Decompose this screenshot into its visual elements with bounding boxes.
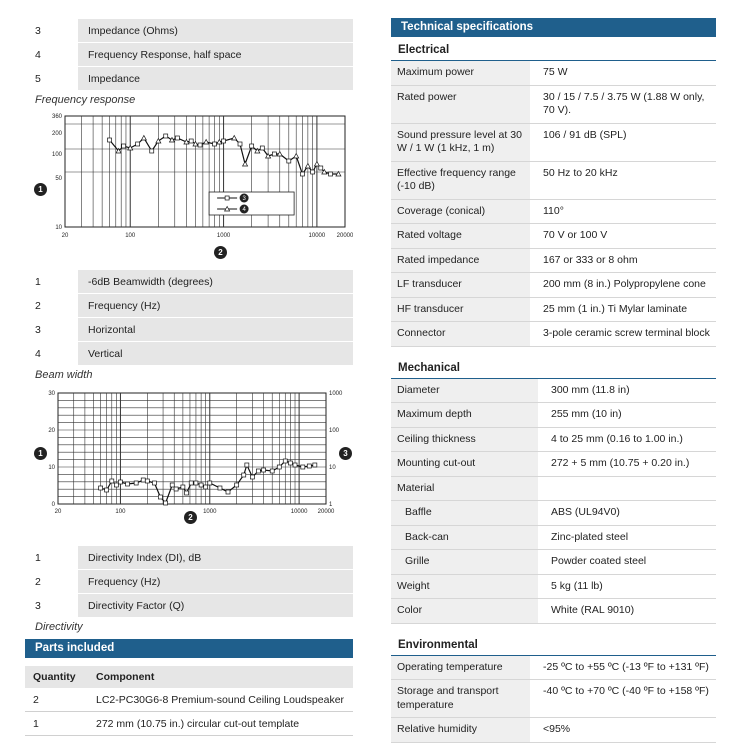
- legend-table-beamwidth: [25, 270, 353, 366]
- spec-value: 5 kg (11 lb): [538, 574, 716, 599]
- legend-row: [25, 342, 353, 366]
- legend-text: Directivity Index (DI), dB: [78, 546, 353, 570]
- legend-marker-label: 3: [242, 196, 246, 202]
- spec-key: Rated voltage: [391, 224, 530, 249]
- spec-key: Mounting cut-out: [391, 452, 538, 477]
- parts-quantity: 1: [25, 712, 88, 736]
- curve-point: [99, 486, 103, 490]
- curve-point-square: [319, 166, 323, 170]
- curve-point-square: [272, 152, 276, 156]
- curve-point: [114, 483, 118, 487]
- spec-row: [391, 161, 716, 199]
- spec-row: [391, 297, 716, 322]
- curve-point: [313, 463, 317, 467]
- x-tick-label: 20000: [317, 509, 335, 515]
- spec-value: White (RAL 9010): [538, 599, 716, 624]
- spec-row: [391, 452, 716, 477]
- curve-point: [250, 475, 254, 479]
- curve-point-square: [213, 142, 217, 146]
- legend-number: 1: [25, 270, 78, 294]
- curve-point: [307, 464, 311, 468]
- x-tick-label: 20: [54, 509, 62, 515]
- marker-1-yaxis: 1: [34, 183, 47, 196]
- curve-point-square: [150, 149, 154, 153]
- spec-key: Diameter: [391, 379, 538, 403]
- curve-point: [208, 481, 212, 485]
- spec-value: 272 + 5 mm (10.75 + 0.20 in.): [538, 452, 716, 477]
- curve-point: [118, 480, 122, 484]
- curve-point: [174, 487, 178, 491]
- parts-component: LC2-PC30G6-8 Premium-sound Ceiling Loudspeaker: [88, 688, 353, 712]
- y-tick-label: 360: [51, 114, 62, 120]
- curve-point-square: [300, 172, 304, 176]
- spec-value: ABS (UL94V0): [538, 501, 716, 526]
- curve-point: [245, 463, 249, 467]
- x-tick-label: 10000: [308, 233, 326, 239]
- spec-value: [538, 476, 716, 501]
- spec-value: Powder coated steel: [538, 550, 716, 575]
- plot-frame: [58, 393, 326, 504]
- mechanical-table: [391, 379, 716, 624]
- spec-key: Back-can: [391, 525, 538, 550]
- plot-frame: [65, 116, 345, 227]
- spec-row: [391, 379, 716, 403]
- parts-row: [25, 712, 353, 736]
- y-tick-label: 10: [55, 225, 62, 231]
- col-quantity: Quantity: [25, 666, 88, 688]
- spec-value: 75 W: [530, 61, 716, 85]
- mechanical-heading: Mechanical: [391, 355, 716, 379]
- curve-point: [270, 469, 274, 473]
- spec-value: 70 V or 100 V: [530, 224, 716, 249]
- curve-point: [262, 468, 266, 472]
- curve-point: [226, 490, 230, 494]
- spec-row: [391, 476, 716, 501]
- x-tick-label: 100: [125, 233, 136, 239]
- parts-included-section: [25, 639, 353, 736]
- legend-table-directivity: [25, 546, 353, 618]
- left-column: [25, 0, 353, 736]
- marker-3-right-axis: 3: [339, 447, 352, 460]
- curve-point: [283, 459, 287, 463]
- curve-point-square: [260, 146, 264, 150]
- legend-text: Frequency (Hz): [78, 294, 353, 318]
- spec-value: 25 mm (1 in.) Ti Mylar laminate: [530, 297, 716, 322]
- curve-point: [185, 491, 189, 495]
- spec-row: [391, 574, 716, 599]
- curve-point: [218, 486, 222, 490]
- spec-row: [391, 322, 716, 347]
- curve-point: [189, 481, 193, 485]
- curve-point: [288, 461, 292, 465]
- legend-number: 5: [25, 67, 78, 91]
- curve-point: [110, 479, 114, 483]
- right-column: [391, 18, 716, 743]
- legend-number: 1: [25, 546, 78, 570]
- curve-point-square: [189, 139, 193, 143]
- y-tick-label: 200: [51, 131, 62, 137]
- legend-row: [25, 294, 353, 318]
- curve-point: [158, 495, 162, 499]
- parts-quantity: 2: [25, 688, 88, 712]
- spec-row: [391, 403, 716, 428]
- environmental-table: [391, 656, 716, 743]
- caption-beam-width: Beam width: [35, 369, 93, 381]
- legend-number: 4: [25, 43, 78, 67]
- parts-row: [25, 688, 353, 712]
- y-tick-label-left: 10: [48, 465, 55, 471]
- spec-row: [391, 525, 716, 550]
- spec-value: 3-pole ceramic screw terminal block: [530, 322, 716, 347]
- electrical-table: [391, 61, 716, 347]
- spec-key: Grille: [391, 550, 538, 575]
- chart-legend-box: [209, 192, 294, 215]
- legend-number: 3: [25, 594, 78, 618]
- curve-point: [242, 473, 246, 477]
- x-tick-label: 1000: [216, 233, 231, 239]
- environmental-heading: Environmental: [391, 632, 716, 656]
- spec-key: Ceiling thickness: [391, 427, 538, 452]
- curve-point-square: [238, 142, 242, 146]
- caption-directivity: Directivity: [35, 621, 83, 633]
- spec-value: 50 Hz to 20 kHz: [530, 161, 716, 199]
- spec-key: Connector: [391, 322, 530, 347]
- curve-point: [134, 481, 138, 485]
- legend-number: 2: [25, 570, 78, 594]
- legend-row: [25, 43, 353, 67]
- parts-component: 272 mm (10.75 in.) circular cut-out template: [88, 712, 353, 736]
- spec-value: 255 mm (10 in): [538, 403, 716, 428]
- spec-value: -25 ºC to +55 ºC (-13 ºF to +131 ºF): [530, 656, 716, 680]
- parts-table: [25, 666, 353, 736]
- spec-value: Zinc-plated steel: [538, 525, 716, 550]
- legend-row: [25, 594, 353, 618]
- spec-row: [391, 718, 716, 743]
- curve-point: [256, 469, 260, 473]
- curve-point: [181, 485, 185, 489]
- curve-point-square: [311, 170, 315, 174]
- spec-key: Weight: [391, 574, 538, 599]
- curve-point-square: [222, 139, 226, 143]
- x-tick-label: 10000: [290, 509, 308, 515]
- marker-1-left-axis: 1: [34, 447, 47, 460]
- curve-point: [204, 485, 208, 489]
- legend-number: 3: [25, 318, 78, 342]
- tech-specs-title: Technical specifications: [391, 18, 716, 37]
- legend-marker-label: 4: [242, 207, 246, 213]
- spec-value: 200 mm (8 in.) Polypropylene cone: [530, 273, 716, 298]
- spec-value: 110°: [530, 199, 716, 224]
- spec-key: Color: [391, 599, 538, 624]
- spec-key: Coverage (conical): [391, 199, 530, 224]
- spec-key: Sound pressure level at 30 W / 1 W (1 kHz, 1 m): [391, 123, 530, 161]
- spec-key: Relative humidity: [391, 718, 530, 743]
- y-tick-label-right: 10: [329, 465, 336, 471]
- curve-point: [194, 481, 198, 485]
- legend-number: 4: [25, 342, 78, 366]
- curve-point-square: [122, 144, 126, 148]
- y-tick-label-right: 1000: [329, 391, 343, 397]
- caption-frequency-response: Frequency response: [35, 94, 136, 106]
- spec-value: -40 ºC to +70 ºC (-40 ºF to +158 ºF): [530, 680, 716, 718]
- legend-row: [25, 318, 353, 342]
- spec-value: 300 mm (11.8 in): [538, 379, 716, 403]
- spec-value: 30 / 15 / 7.5 / 3.75 W (1.88 W only, 70 V).: [530, 85, 716, 123]
- y-tick-label-right: 1: [329, 502, 333, 508]
- y-tick-label: 100: [51, 152, 62, 158]
- spec-row: [391, 680, 716, 718]
- col-component: Component: [88, 666, 353, 688]
- curve-point: [152, 481, 156, 485]
- spec-row: [391, 85, 716, 123]
- legend-row: [25, 546, 353, 570]
- parts-included-title: Parts included: [25, 639, 353, 658]
- spec-value: 4 to 25 mm (0.16 to 1.00 in.): [538, 427, 716, 452]
- legend-text: Directivity Factor (Q): [78, 594, 353, 618]
- x-tick-label: 100: [115, 509, 126, 515]
- curve-point-square: [164, 134, 168, 138]
- spec-key: Storage and transport temperature: [391, 680, 530, 718]
- spec-key: Rated impedance: [391, 248, 530, 273]
- legend-text: Impedance (Ohms): [78, 19, 353, 43]
- curve-point-square: [175, 136, 179, 140]
- curve-point-square: [250, 144, 254, 148]
- x-tick-label: 1000: [203, 509, 217, 515]
- beam-width-chart: [25, 383, 353, 535]
- legend-text: Horizontal: [78, 318, 353, 342]
- legend-table-frequency: [25, 19, 353, 91]
- curve-point-square: [136, 142, 140, 146]
- legend-text: -6dB Beamwidth (degrees): [78, 270, 353, 294]
- spec-row: [391, 248, 716, 273]
- curve-point-square: [287, 159, 291, 163]
- spec-value: <95%: [530, 718, 716, 743]
- spec-value: 167 or 333 or 8 ohm: [530, 248, 716, 273]
- spec-row: [391, 656, 716, 680]
- spec-key: Effective frequency range (-10 dB): [391, 161, 530, 199]
- spec-key: Maximum depth: [391, 403, 538, 428]
- curve-point: [126, 482, 130, 486]
- curve-point: [145, 479, 149, 483]
- curve-point: [164, 501, 168, 505]
- curve-point: [170, 483, 174, 487]
- spec-key: Baffle: [391, 501, 538, 526]
- legend-row: [25, 19, 353, 43]
- marker-2-xaxis: 2: [184, 511, 197, 524]
- curve-point: [293, 463, 297, 467]
- curve-point: [105, 488, 109, 492]
- legend-text: Frequency Response, half space: [78, 43, 353, 67]
- curve-point: [235, 483, 239, 487]
- x-tick-label: 20: [61, 233, 69, 239]
- x-tick-label: 20000: [336, 233, 353, 239]
- legend-text: Frequency (Hz): [78, 570, 353, 594]
- curve-point-square: [108, 138, 112, 142]
- curve-point: [141, 478, 145, 482]
- y-tick-label-left: 20: [48, 428, 55, 434]
- spec-row: [391, 273, 716, 298]
- marker-2-xaxis: 2: [214, 246, 227, 259]
- spec-row: [391, 550, 716, 575]
- spec-row: [391, 61, 716, 85]
- y-tick-label: 50: [55, 176, 62, 182]
- spec-value: 106 / 91 dB (SPL): [530, 123, 716, 161]
- curve-point: [301, 465, 305, 469]
- spec-key: Operating temperature: [391, 656, 530, 680]
- legend-row: [25, 270, 353, 294]
- legend-number: 3: [25, 19, 78, 43]
- electrical-heading: Electrical: [391, 37, 716, 61]
- curve-point: [199, 483, 203, 487]
- legend-text: Vertical: [78, 342, 353, 366]
- frequency-response-chart: [25, 108, 353, 260]
- legend-row: [25, 570, 353, 594]
- legend-row: [25, 67, 353, 91]
- spec-row: [391, 123, 716, 161]
- frequency-response-svg: [25, 108, 353, 260]
- spec-row: [391, 501, 716, 526]
- spec-key: LF transducer: [391, 273, 530, 298]
- y-tick-label-left: 30: [48, 391, 55, 397]
- curve-point: [277, 465, 281, 469]
- y-tick-label-left: 0: [51, 502, 55, 508]
- spec-row: [391, 199, 716, 224]
- spec-row: [391, 427, 716, 452]
- spec-key: Rated power: [391, 85, 530, 123]
- spec-row: [391, 599, 716, 624]
- legend-text: Impedance: [78, 67, 353, 91]
- legend-number: 2: [25, 294, 78, 318]
- curve-point-square: [198, 143, 202, 147]
- spec-key: Material: [391, 476, 538, 501]
- y-tick-label-right: 100: [329, 428, 340, 434]
- spec-key: Maximum power: [391, 61, 530, 85]
- spec-key: HF transducer: [391, 297, 530, 322]
- curve-point-square: [329, 172, 333, 176]
- spec-row: [391, 224, 716, 249]
